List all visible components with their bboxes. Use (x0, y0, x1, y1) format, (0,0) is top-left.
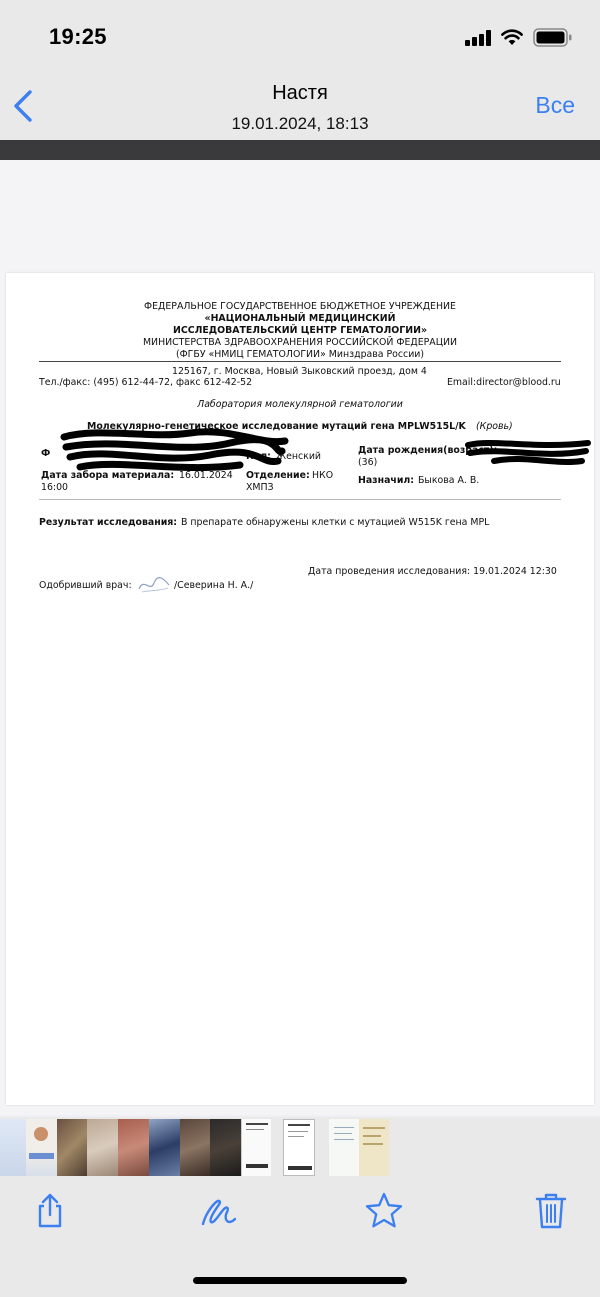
lab-name: Лаборатория молекулярной гематологии (197, 399, 403, 410)
navigation-bar (0, 74, 600, 140)
photo-thumbnail[interactable] (57, 1119, 87, 1176)
home-indicator[interactable] (193, 1277, 407, 1284)
collection-label: Дата забора материала: (41, 470, 175, 481)
result-value: В препарате обнаружены клетки с мутацией W515K гена MPL (181, 517, 490, 528)
star-icon[interactable] (364, 1191, 404, 1231)
approved-value: /Северина Н. А./ (174, 580, 254, 591)
signature-image (136, 573, 172, 597)
org-line-3: ИССЛЕДОВАТЕЛЬСКИЙ ЦЕНТР ГЕМАТОЛОГИИ» (172, 325, 428, 336)
study-title: Молекулярно-генетическое исследование мутаций гена MPLW515L/K (87, 421, 466, 432)
study-material: (Кровь) (476, 421, 513, 432)
nav-title: Настя (272, 82, 328, 104)
document-page (6, 273, 594, 1105)
address: 125167, г. Москва, Новый Зыковский проезд, дом 4 (172, 366, 427, 377)
dob-label: Дата рождения(возраст): (358, 445, 498, 456)
battery-icon (533, 28, 573, 47)
org-line-5: (ФГБУ «НМИЦ ГЕМАТОЛОГИИ» Минздрава России) (175, 349, 425, 360)
photo-thumbnail[interactable] (149, 1119, 180, 1176)
photo-thumbnail[interactable] (359, 1119, 389, 1176)
photo-thumbnail[interactable] (210, 1119, 241, 1176)
trash-icon[interactable] (531, 1191, 571, 1231)
approved-label: Одобривший врач: (39, 580, 132, 591)
study-date: Дата проведения исследования: 19.01.2024 12:30 (308, 566, 557, 577)
photo-thumbnail[interactable] (87, 1119, 118, 1176)
collection-time: 16:00 (41, 482, 69, 493)
divider-strip (0, 140, 600, 160)
photo-thumbnail[interactable] (329, 1119, 359, 1176)
status-bar (0, 0, 600, 74)
cellular-signal-icon (465, 30, 492, 46)
age-value: (36) (358, 457, 378, 468)
document-viewer[interactable] (0, 160, 600, 1115)
share-icon[interactable] (30, 1191, 70, 1231)
department-value-2: ХМПЗ (246, 482, 274, 493)
info-divider (39, 499, 561, 500)
photo-thumbnail-selected[interactable] (283, 1119, 315, 1176)
header-divider (39, 361, 561, 362)
photo-thumbnail[interactable] (241, 1119, 271, 1176)
fio-label: Ф (41, 448, 51, 459)
phone: Тел./факс: (495) 612-44-72, факс 612-42-52 (39, 377, 253, 388)
department-label: Отделение: (246, 470, 310, 481)
bottom-toolbar (0, 1177, 600, 1297)
status-time: 19:25 (49, 24, 107, 49)
result-label: Результат исследования: (39, 517, 178, 528)
collection-date: 16.01.2024 (179, 470, 233, 481)
assigned-label: Назначил: (358, 475, 415, 486)
markup-pen-icon[interactable] (198, 1191, 238, 1231)
org-line-1: ФЕДЕРАЛЬНОЕ ГОСУДАРСТВЕННОЕ БЮДЖЕТНОЕ УЧРЕЖДЕНИЕ (144, 301, 456, 312)
sex-label: Пол: (246, 451, 271, 462)
email: Email:director@blood.ru (447, 377, 561, 388)
photo-thumbnail[interactable] (118, 1119, 149, 1176)
photo-thumbnail[interactable] (180, 1119, 210, 1176)
photo-thumbnail[interactable] (26, 1119, 57, 1176)
all-button[interactable]: Все (535, 92, 575, 118)
nav-subtitle: 19.01.2024, 18:13 (231, 114, 369, 133)
thumbnail-strip[interactable] (0, 1117, 600, 1177)
org-line-4: МИНИСТЕРСТВА ЗДРАВООХРАНЕНИЯ РОССИЙСКОЙ ФЕДЕРАЦИИ (142, 337, 458, 348)
assigned-value: Быкова А. В. (418, 475, 480, 486)
wifi-icon (500, 28, 524, 46)
sex-value: Женский (276, 451, 321, 462)
department-value-1: НКО (312, 470, 334, 481)
org-line-2: «НАЦИОНАЛЬНЫЙ МЕДИЦИНСКИЙ (204, 313, 396, 324)
photo-thumbnail[interactable] (0, 1119, 26, 1176)
